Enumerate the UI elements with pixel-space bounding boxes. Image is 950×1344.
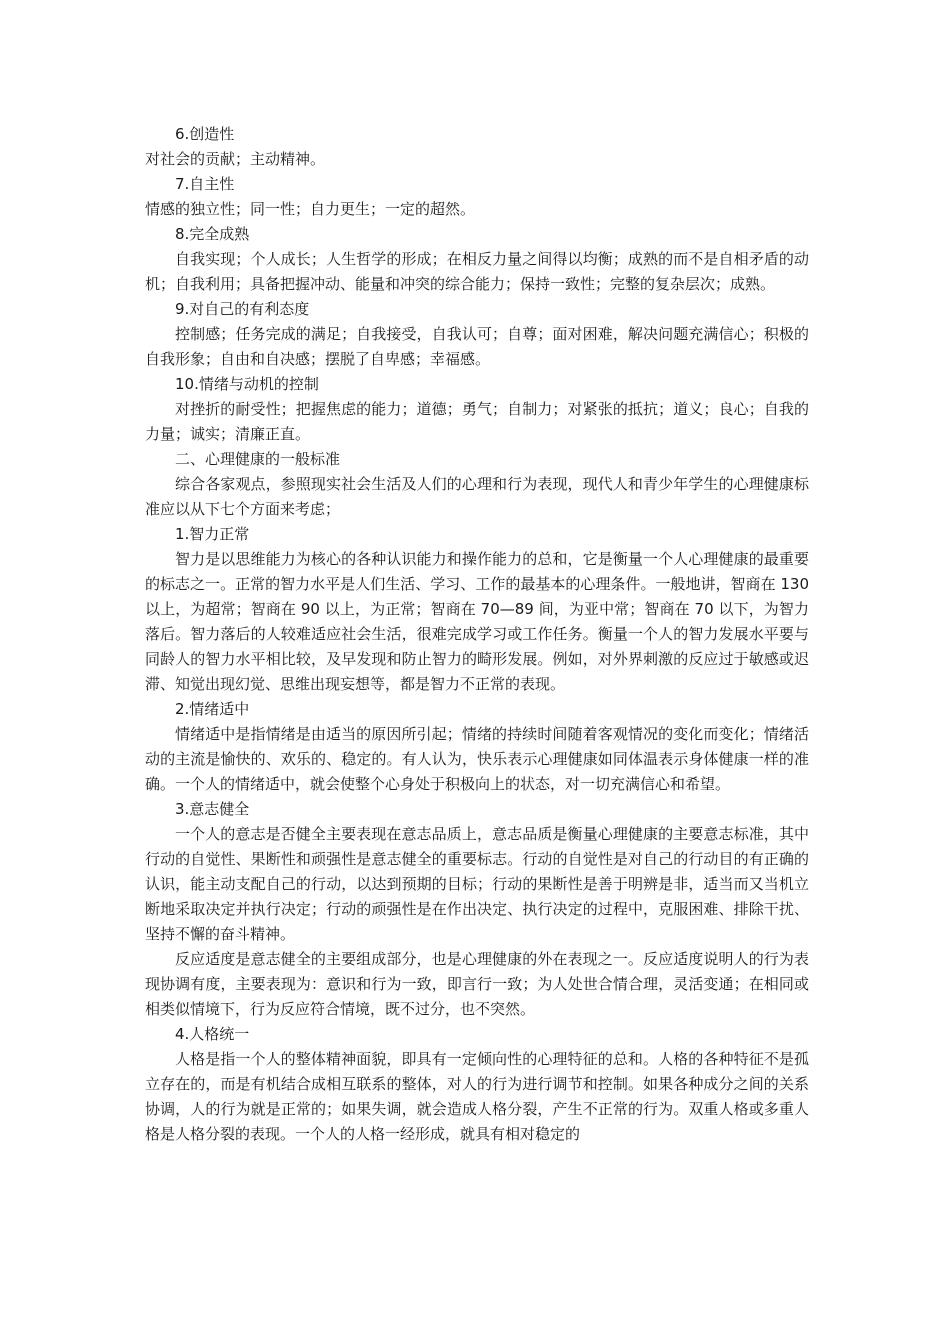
part-2-intro: 综合各家观点，参照现实社会生活及人们的心理和行为表现，现代人和青少年学生的心理健康标准应以从下七个方面来考虑； bbox=[145, 475, 809, 518]
section-6-title: 6.创造性 bbox=[175, 125, 235, 143]
section-8-body: 自我实现；个人成长；人生哲学的形成；在相反力量之间得以均衡；成熟的而不是自相矛盾的动机；自我利用；具备把握冲动、能量和冲突的综合能力；保持一致性；完整的复杂层次；成熟。 bbox=[145, 250, 809, 293]
section-8-title: 8.完全成熟 bbox=[175, 225, 250, 243]
section-9-body: 控制感；任务完成的满足；自我接受，自我认可；自尊；面对困难，解决问题充满信心；积极的自我形象；自由和自决感；摆脱了自卑感；幸福感。 bbox=[145, 325, 809, 368]
section-6-body: 对社会的贡献；主动精神。 bbox=[145, 150, 326, 168]
section-7-body: 情感的独立性；同一性；自力更生；一定的超然。 bbox=[145, 200, 476, 218]
item-2-body: 情绪适中是指情绪是由适当的原因所引起；情绪的持续时间随着客观情况的变化而变化；情绪活动的主流是愉快的、欢乐的、稳定的。有人认为，快乐表示心理健康如同体温表示身体健康一样的准确。一个人的情绪适中，就会使整个心身处于积极向上的状态，对一切充满信心和希望。 bbox=[145, 725, 809, 793]
item-4-body: 人格是指一个人的整体精神面貌，即具有一定倾向性的心理特征的总和。人格的各种特征不是孤立存在的，而是有机结合成相互联系的整体，对人的行为进行调节和控制。如果各种成分之间的关系协调，人的行为就是正常的；如果失调，就会造成人格分裂，产生不正常的行为。双重人格或多重人格是人格分裂的表现。一个人的人格一经形成，就具有相对稳定的 bbox=[145, 1050, 809, 1143]
item-3-body-2: 反应适度是意志健全的主要组成部分，也是心理健康的外在表现之一。反应适度说明人的行为表现协调有度，主要表现为：意识和行为一致，即言行一致；为人处世合情合理，灵活变通；在相同或相类似情境下，行为反应符合情境，既不过分，也不突然。 bbox=[145, 950, 809, 1018]
document-page bbox=[145, 122, 809, 1147]
item-4-title: 4.人格统一 bbox=[175, 1025, 250, 1043]
section-9-title: 9.对自己的有利态度 bbox=[175, 300, 310, 318]
item-1-body: 智力是以思维能力为核心的各种认识能力和操作能力的总和，它是衡量一个人心理健康的最重要的标志之一。正常的智力水平是人们生活、学习、工作的最基本的心理条件。一般地讲，智商在 130 以上，为超常；智商在 90 以上，为正常；智商在 70—89 间，为亚中常；智商在 70 以下，为智力落后。智力落后的人较难适应社会生活，很难完成学习或工作任务。衡量一个人的智力发展水平要与同龄人的智力水平相比较，及早发现和防止智力的畸形发展。例如，对外界刺激的反应过于敏感或迟滞、知觉出现幻觉、思维出现妄想等，都是智力不正常的表现。 bbox=[145, 550, 809, 693]
item-2-title: 2.情绪适中 bbox=[175, 700, 250, 718]
item-3-title: 3.意志健全 bbox=[175, 800, 250, 818]
item-3-body-1: 一个人的意志是否健全主要表现在意志品质上，意志品质是衡量心理健康的主要意志标准，其中行动的自觉性、果断性和顽强性是意志健全的重要标志。行动的自觉性是对自己的行动目的有正确的认识，能主动支配自己的行动，以达到预期的目标；行动的果断性是善于明辨是非，适当而又当机立断地采取决定并执行决定；行动的顽强性是在作出决定、执行决定的过程中，克服困难、排除干扰、坚持不懈的奋斗精神。 bbox=[145, 825, 809, 943]
section-10-title: 10.情绪与动机的控制 bbox=[175, 375, 319, 393]
section-10-body: 对挫折的耐受性；把握焦虑的能力；道德；勇气；自制力；对紧张的抵抗；道义；良心；自我的力量；诚实；清廉正直。 bbox=[145, 400, 809, 443]
section-7-title: 7.自主性 bbox=[175, 175, 235, 193]
part-2-title: 二、心理健康的一般标准 bbox=[175, 450, 341, 468]
item-1-title: 1.智力正常 bbox=[175, 525, 250, 543]
